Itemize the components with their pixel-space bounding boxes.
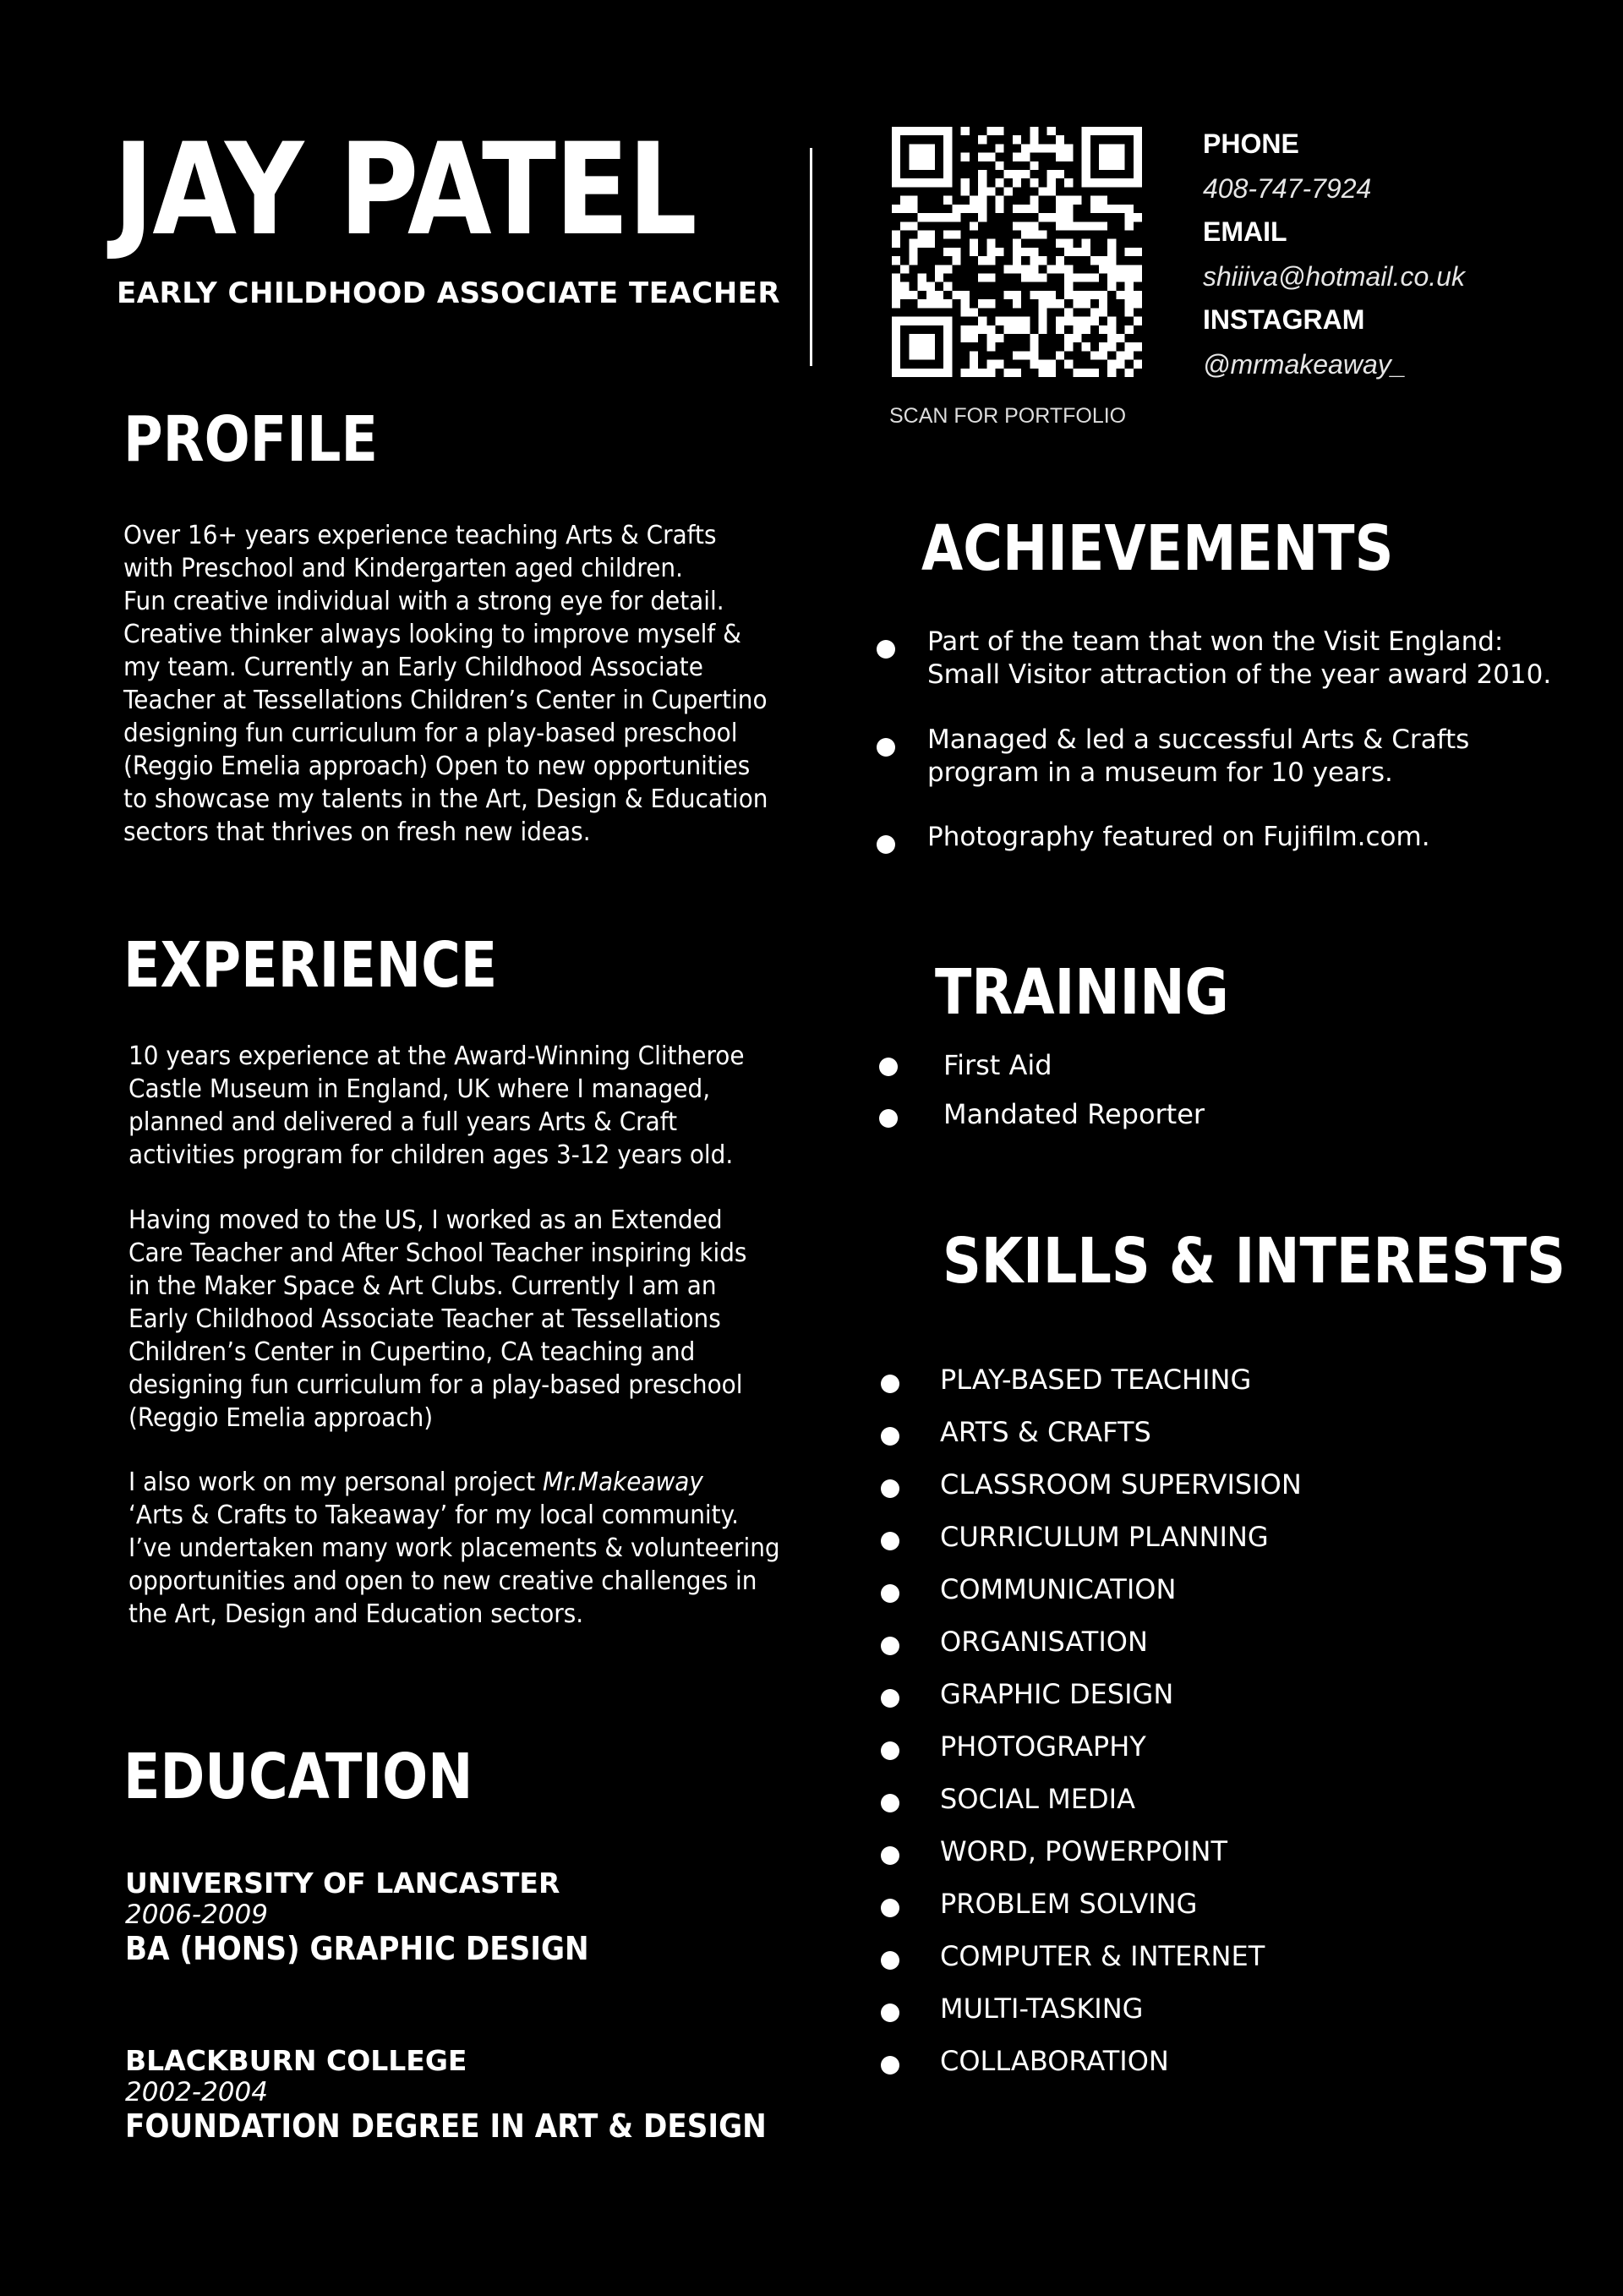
bullet-icon — [877, 738, 895, 757]
skill-item: PLAY-BASED TEACHING — [881, 1363, 1302, 1415]
list-item: Mandated Reporter — [879, 1097, 1205, 1131]
education-institution: UNIVERSITY OF LANCASTER — [125, 1867, 560, 1900]
bullet-icon — [881, 2056, 899, 2075]
bullet-icon — [877, 640, 895, 659]
list-item: Photography featured on Fujifilm.com. — [875, 821, 1602, 854]
contact-block — [1203, 125, 1465, 389]
bullet-icon — [881, 1741, 899, 1760]
profile-text: Over 16+ years experience teaching Arts & Crafts with Preschool and Kindergarten aged children. Fun creative individual with a strong eye for detail. Creative thinker always looking to improve myself & my team. Currently an Early Childhood Associate Teacher at Tessellations Children’s Center in Cupertino designing fun curriculum for a play-based preschool (Reggio Emelia approach) Open to new opportunities to showcase my talents in the Art, Design & Education sectors that thrives on fresh new ideas. — [123, 521, 768, 847]
skill-item: CLASSROOM SUPERVISION — [881, 1468, 1302, 1520]
skill-item: PHOTOGRAPHY — [881, 1730, 1302, 1782]
bullet-icon — [881, 1951, 899, 1970]
experience-paragraph-1: 10 years experience at the Award-Winning Clitheroe Castle Museum in England, UK where I managed, planned and delivered a full years Arts & Craft activities program for children ages 3-12 years old. — [128, 1041, 745, 1170]
portfolio-qr-code[interactable] — [892, 127, 1142, 377]
list-item: Part of the team that won the Visit England: Small Visitor attraction of the year award 2010. — [875, 626, 1602, 724]
skill-item: PROBLEM SOLVING — [881, 1887, 1302, 1939]
list-item: Managed & led a successful Arts & Crafts program in a museum for 10 years. — [875, 724, 1602, 821]
header-divider — [810, 148, 812, 366]
skills-list — [881, 1363, 1302, 2096]
skill-item: COLLABORATION — [881, 2044, 1302, 2096]
qr-caption: SCAN FOR PORTFOLIO — [889, 404, 1127, 428]
bullet-icon — [879, 1109, 898, 1128]
bullet-icon — [881, 1794, 899, 1812]
profile-heading: PROFILE — [123, 403, 378, 476]
project-name: Mr.Makeaway — [543, 1468, 703, 1497]
phone-value[interactable]: 408-747-7924 — [1203, 173, 1372, 204]
achievements-list — [875, 626, 1602, 854]
experience-paragraph-3: I also work on my personal project Mr.Makeaway ‘Arts & Crafts to Takeaway’ for my local community. I’ve undertaken many work placements & volunteering opportunities and open to new creative challenges in the Art, Design and Education sectors. — [128, 1468, 780, 1629]
bullet-icon — [881, 1584, 899, 1603]
instagram-value[interactable]: @mrmakeaway_ — [1203, 349, 1407, 380]
instagram-label: INSTAGRAM — [1203, 304, 1365, 335]
skill-item: MULTI-TASKING — [881, 1992, 1302, 2044]
bullet-icon — [879, 1058, 898, 1076]
bullet-icon — [881, 1375, 899, 1393]
skill-item: SOCIAL MEDIA — [881, 1782, 1302, 1834]
skill-item: CURRICULUM PLANNING — [881, 1520, 1302, 1572]
bullet-icon — [881, 2004, 899, 2022]
training-list — [879, 1048, 1205, 1131]
education-institution: BLACKBURN COLLEGE — [125, 2044, 467, 2077]
education-heading: EDUCATION — [123, 1741, 473, 1813]
education-degree: FOUNDATION DEGREE IN ART & DESIGN — [125, 2107, 767, 2145]
training-heading: TRAINING — [935, 956, 1229, 1029]
education-years: 2006-2009 — [125, 1900, 268, 1930]
education-degree: BA (HONS) GRAPHIC DESIGN — [125, 1930, 589, 1967]
email-value[interactable]: shiiiva@hotmail.co.uk — [1203, 261, 1465, 292]
bullet-icon — [877, 835, 895, 854]
bullet-icon — [881, 1479, 899, 1498]
experience-heading: EXPERIENCE — [123, 929, 498, 1002]
skill-item: COMMUNICATION — [881, 1572, 1302, 1625]
skill-item: ARTS & CRAFTS — [881, 1415, 1302, 1468]
experience-paragraph-2: Having moved to the US, I worked as an Extended Care Teacher and After School Teacher inspiring kids in the Maker Space & Art Clubs. Currently I am an Early Childhood Associate Teacher at Tessellations Children’s Center in Cupertino, CA teaching and designing fun curriculum for a play-based preschool (Reggio Emelia approach) — [128, 1205, 747, 1433]
candidate-name: JAY PATEL — [113, 117, 697, 264]
phone-label: PHONE — [1203, 128, 1299, 159]
education-item — [125, 1867, 641, 1967]
job-title: EARLY CHILDHOOD ASSOCIATE TEACHER — [117, 276, 781, 310]
email-label: EMAIL — [1203, 216, 1287, 247]
bullet-icon — [881, 1846, 899, 1865]
skill-item: GRAPHIC DESIGN — [881, 1677, 1302, 1730]
bullet-icon — [881, 1637, 899, 1655]
skills-heading: SKILLS & INTERESTS — [943, 1225, 1566, 1298]
skill-item: ORGANISATION — [881, 1625, 1302, 1677]
list-item: First Aid — [879, 1048, 1205, 1097]
bullet-icon — [881, 1899, 899, 1917]
skill-item: WORD, POWERPOINT — [881, 1834, 1302, 1887]
bullet-icon — [881, 1427, 899, 1446]
achievements-heading: ACHIEVEMENTS — [921, 512, 1394, 585]
education-years: 2002-2004 — [125, 2077, 268, 2107]
education-item — [125, 2044, 838, 2145]
bullet-icon — [881, 1532, 899, 1550]
bullet-icon — [881, 1689, 899, 1708]
skill-item: COMPUTER & INTERNET — [881, 1939, 1302, 1992]
